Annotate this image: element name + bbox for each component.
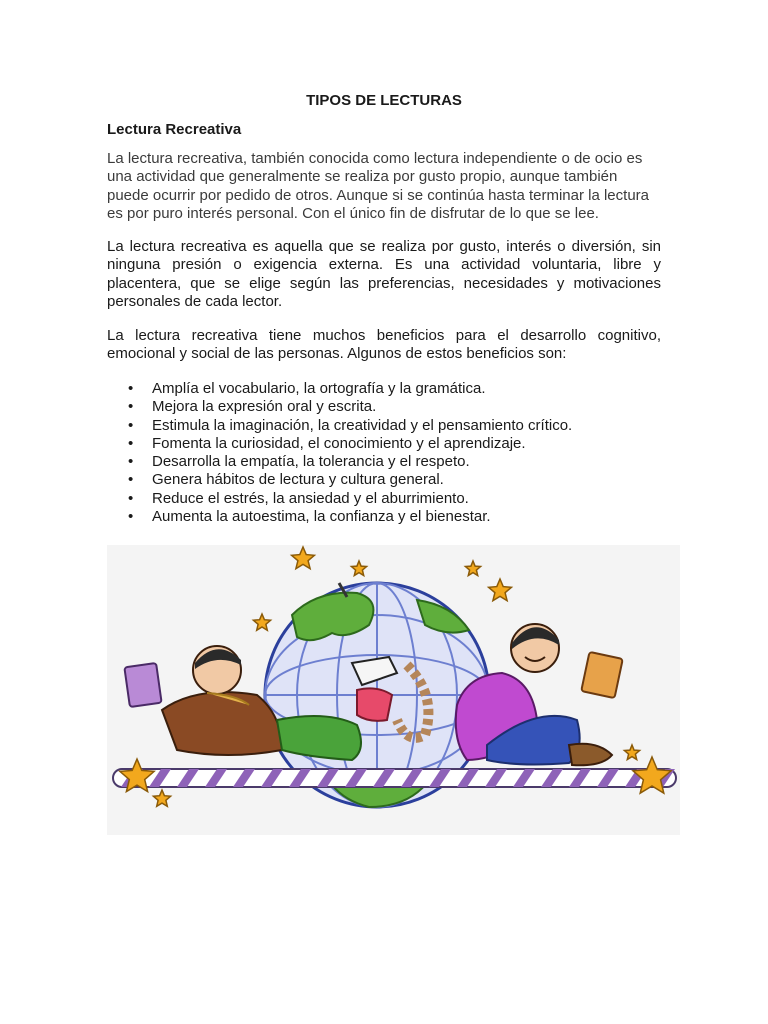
star-icon [292, 547, 315, 569]
child-right-icon [456, 624, 623, 765]
section-heading: Lectura Recreativa [107, 121, 242, 138]
list-item-text: Estimula la imaginación, la creatividad y el pensamiento crítico. [152, 416, 573, 434]
list-item [107, 435, 572, 453]
reading-illustration [107, 545, 680, 835]
star-icon [489, 579, 512, 601]
star-icon [253, 614, 270, 630]
bullet-icon: • [128, 434, 134, 452]
list-item [107, 471, 572, 489]
star-icon [153, 790, 170, 806]
bullet-icon: • [128, 508, 134, 526]
list-item [107, 508, 572, 526]
list-item-text: Aumenta la autoestima, la confianza y el bienestar. [152, 508, 491, 526]
paragraph-definition: La lectura recreativa es aquella que se realiza por gusto, interés o diversión, sin ninguna presión o exigencia externa. Es una actividad voluntaria, libre y placentera, que se elige según las preferencias, necesidades y motivaciones personales de cada lector. [107, 238, 661, 310]
list-item [107, 417, 572, 435]
list-item-text: Amplía el vocabulario, la ortografía y la gramática. [152, 380, 486, 397]
star-icon [351, 561, 366, 576]
list-item-text: Reduce el estrés, la ansiedad y el aburrimiento. [152, 489, 469, 507]
list-item [107, 398, 572, 416]
list-item [107, 490, 572, 508]
list-item-text: Fomenta la curiosidad, el conocimiento y el aprendizaje. [152, 434, 526, 452]
document-title: TIPOS DE LECTURAS [306, 92, 462, 109]
bullet-icon: • [128, 416, 134, 434]
star-icon [465, 561, 480, 576]
paragraph-intro: La lectura recreativa, también conocida como lectura independiente o de ocio es una actividad que generalmente se realiza por gusto propio, aunque también puede ocurrir por pedido de otros. Aunque si se continúa hasta terminar la lectura es por puro interés personal. Con el único fin de disfrutar de lo que se lee. [107, 150, 649, 222]
list-item-text: Genera hábitos de lectura y cultura general. [152, 471, 444, 489]
children-reading-globe-image [107, 545, 680, 835]
bullet-icon: • [128, 471, 134, 489]
bullet-icon: • [128, 398, 134, 416]
bullet-icon: • [128, 453, 134, 471]
star-icon [624, 745, 639, 760]
list-item [107, 453, 572, 471]
bullet-icon: • [128, 380, 134, 397]
list-item [107, 380, 572, 398]
benefits-list [107, 380, 572, 526]
bullet-icon: • [128, 489, 134, 507]
list-item-text: Mejora la expresión oral y escrita. [152, 398, 377, 416]
paragraph-benefits-intro: La lectura recreativa tiene muchos beneficios para el desarrollo cognitivo, emocional y social de las personas. Algunos de estos beneficios son: [107, 327, 661, 363]
striped-bar [113, 769, 676, 787]
list-item-text: Desarrolla la empatía, la tolerancia y el respeto. [152, 453, 470, 471]
